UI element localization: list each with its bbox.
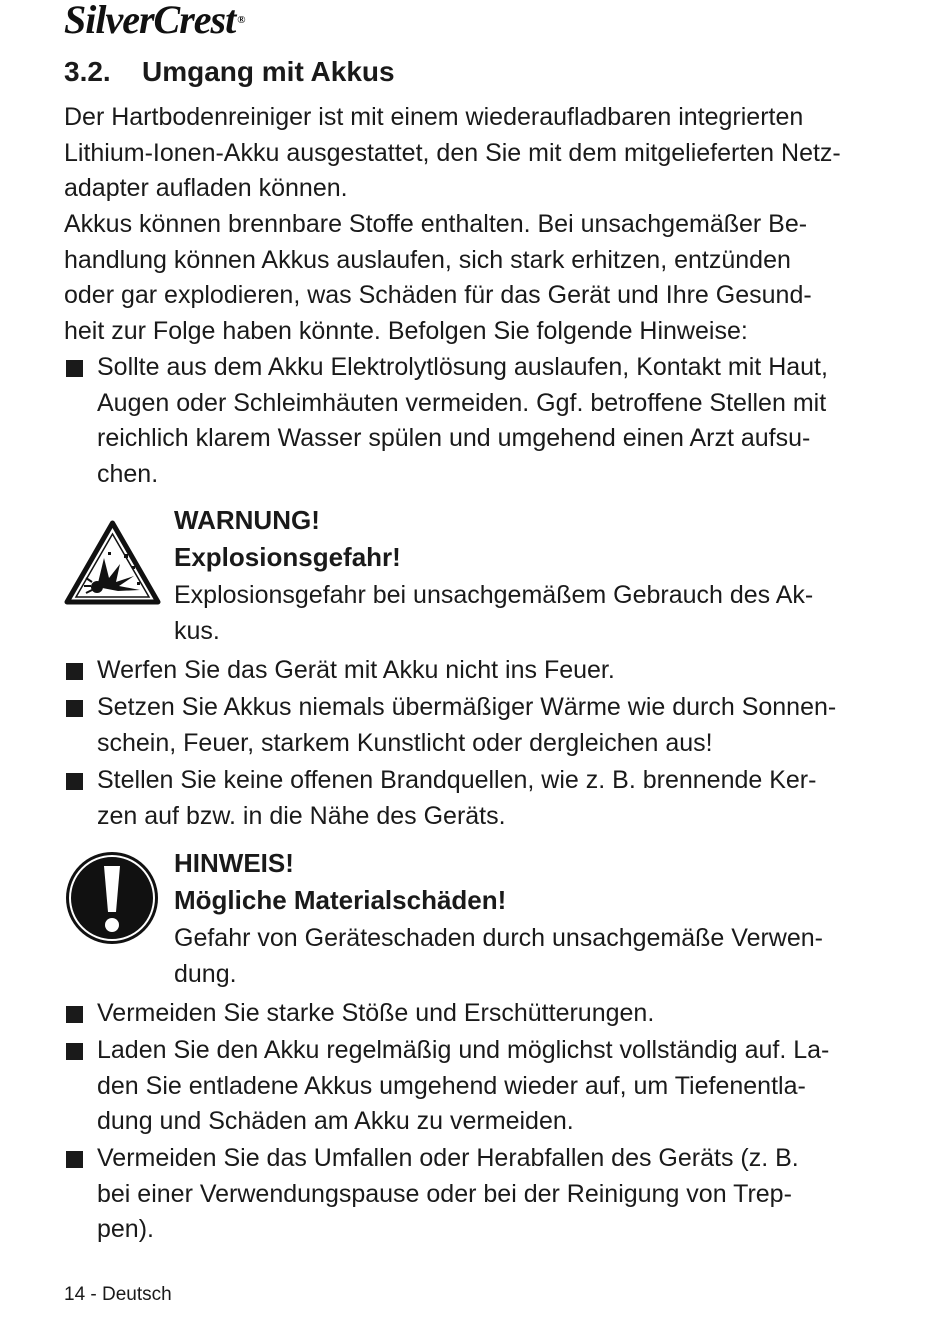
list-item-line: Setzen Sie Akkus niemals übermäßiger Wärme wie durch Sonnen-	[97, 693, 837, 721]
list-item-line: zen auf bzw. in die Nähe des Geräts.	[97, 801, 506, 830]
explosion-warning-icon	[64, 520, 161, 611]
brand-logo	[64, 0, 244, 40]
list-item-line: Vermeiden Sie das Umfallen oder Herabfallen des Geräts (z. B.	[97, 1144, 799, 1172]
list-item-line: Stellen Sie keine offenen Brandquellen, wie z. B. brennende Ker-	[97, 766, 817, 794]
notice-text-line: Gefahr von Geräteschaden durch unsachgemäße Verwen-	[174, 924, 823, 952]
intro-paragraph-1	[64, 100, 864, 207]
exclamation-notice-icon	[64, 850, 160, 951]
warning-label: WARNUNG!	[174, 505, 320, 535]
list-item-line: Werfen Sie das Gerät mit Akku nicht ins Feuer.	[97, 656, 615, 684]
bullet-square	[66, 360, 83, 377]
list-item-line: bei einer Verwendungspause oder bei der Reinigung von Trep-	[97, 1179, 792, 1208]
list-item-line: Sollte aus dem Akku Elektrolytlösung auslaufen, Kontakt mit Haut,	[97, 353, 828, 381]
list-item-line: Vermeiden Sie starke Stöße und Erschütterungen.	[97, 999, 655, 1027]
list-item-line: chen.	[97, 459, 159, 488]
warning-text-line: kus.	[174, 616, 220, 645]
section-heading	[64, 52, 395, 92]
list-item-line: schein, Feuer, starkem Kunstlicht oder dergleichen aus!	[97, 728, 713, 757]
list-item-line: Laden Sie den Akku regelmäßig und möglichst vollständig auf. La-	[97, 1036, 830, 1064]
paragraph-line: handlung können Akkus auslaufen, sich stark erhitzen, entzünden	[64, 245, 791, 274]
list-item-line: reichlich klarem Wasser spülen und umgehend einen Arzt aufsu-	[97, 424, 811, 452]
list-item-line: pen).	[97, 1215, 154, 1243]
bullet-square	[66, 700, 83, 717]
section-number: 3.2.	[64, 56, 111, 87]
paragraph-line: Akkus können brennbare Stoffe enthalten. Bei unsachgemäßer Be-	[64, 210, 808, 238]
warning-text-line: Explosionsgefahr bei unsachgemäßem Gebrauch des Ak-	[174, 581, 814, 609]
list-item-line: den Sie entladene Akkus umgehend wieder auf, um Tiefenentla-	[97, 1071, 806, 1100]
registered-mark: ®	[237, 14, 245, 26]
paragraph-line: Lithium-Ionen-Akku ausgestattet, den Sie mit dem mitgelieferten Netz-	[64, 138, 841, 167]
paragraph-line: heit zur Folge haben könnte. Befolgen Sie folgende Hinweise:	[64, 316, 748, 345]
list-item-line: dung und Schäden am Akku zu vermeiden.	[97, 1107, 574, 1135]
notice-heading: Mögliche Materialschäden!	[174, 885, 507, 915]
notice-text-line: dung.	[174, 959, 237, 988]
brand-logo-text: SilverCrest	[64, 0, 236, 42]
page-footer: 14 - Deutsch	[64, 1284, 172, 1305]
paragraph-line: adapter aufladen können.	[64, 174, 348, 202]
notice-label: HINWEIS!	[174, 848, 294, 878]
bullet-square	[66, 1043, 83, 1060]
section-title: Umgang mit Akkus	[142, 56, 395, 87]
paragraph-line: Der Hartbodenreiniger ist mit einem wiederaufladbaren integrierten	[64, 103, 804, 131]
bullet-square	[66, 1006, 83, 1023]
bullet-square	[66, 1151, 83, 1168]
bullet-square	[66, 663, 83, 680]
paragraph-line: oder gar explodieren, was Schäden für das Gerät und Ihre Gesund-	[64, 281, 812, 309]
warning-heading: Explosionsgefahr!	[174, 542, 401, 572]
intro-paragraph-2	[64, 207, 864, 349]
bullet-square	[66, 773, 83, 790]
list-item-line: Augen oder Schleimhäuten vermeiden. Ggf. betroffene Stellen mit	[97, 388, 827, 417]
